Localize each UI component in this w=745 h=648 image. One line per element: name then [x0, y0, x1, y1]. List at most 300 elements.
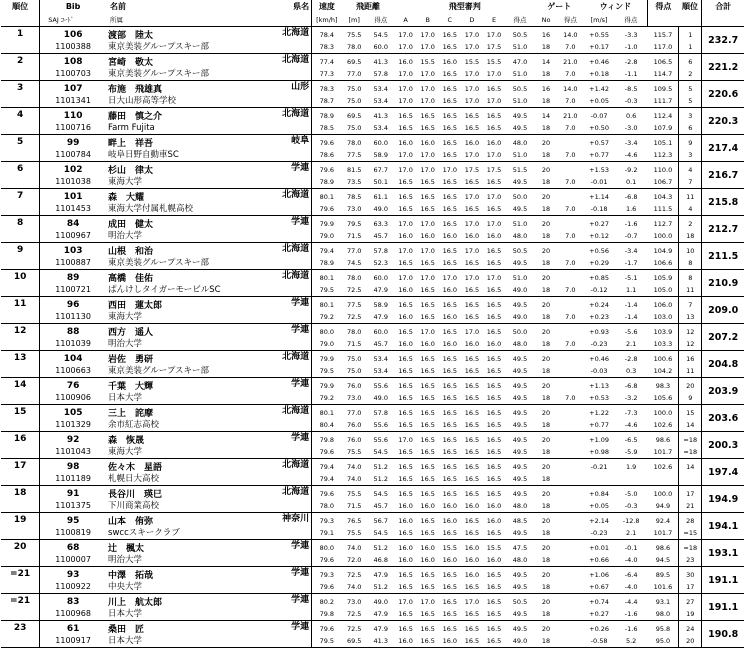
- table-row-second: [1, 473, 744, 486]
- r1-judge-d: 16.5: [464, 462, 480, 471]
- r1-jump-score: 98.6: [655, 435, 671, 444]
- r1-wind-speed: +0.24: [589, 300, 610, 309]
- r1-judge-b: 16.5: [420, 462, 435, 471]
- r1-speed: 79.6: [312, 486, 342, 501]
- r1-judge-a: 17.0: [398, 246, 413, 255]
- r2-judge-c: 16.5: [439, 95, 461, 108]
- r1-judge-b: 16.5: [420, 381, 435, 390]
- header-distance: 飛距離: [356, 2, 381, 11]
- r1-jump-score: 92.4: [655, 516, 671, 525]
- r2-judge-d: 16.5: [461, 419, 483, 432]
- r1-judge-e: 16.5: [486, 624, 502, 633]
- r2-jump-place: 2: [679, 68, 702, 81]
- r1-judge-e: 15.5: [486, 57, 502, 66]
- bib-cell: 106: [40, 27, 106, 42]
- r2-jump-place: 18: [679, 230, 702, 243]
- r2-wind-speed: +0.77: [584, 419, 615, 432]
- r2-judge-e: 16.5: [483, 311, 505, 324]
- athlete-name: 畔上 祥吾: [108, 139, 154, 149]
- r1-gate-no: 20: [541, 570, 551, 579]
- r2-judge-c: 16.5: [439, 446, 461, 459]
- r1-judge-points: 49.5: [512, 435, 528, 444]
- r1-wind-speed: +1.42: [589, 84, 610, 93]
- athlete-name: 桑田 匠: [108, 625, 145, 635]
- bib-cell: 93: [40, 567, 106, 582]
- r1-gate-points: [557, 243, 584, 258]
- total-score: 204.8: [702, 351, 744, 378]
- bib-cell: 98: [40, 459, 106, 474]
- r2-judge-b: 17.0: [417, 41, 439, 54]
- r2-judge-d: 17.0: [461, 68, 483, 81]
- r2-gate-no: 18: [535, 608, 557, 621]
- r2-speed: 79.2: [312, 311, 342, 324]
- r2-jump-place: 6: [679, 122, 702, 135]
- r1-jump-place: 15: [679, 405, 702, 420]
- organization: 日本大学: [106, 608, 312, 621]
- table-row: [1, 27, 744, 42]
- r1-judge-points: 48.5: [512, 516, 528, 525]
- name-cell: [106, 432, 312, 447]
- r1-judge-d: 16.5: [464, 408, 480, 417]
- r1-judge-c: 16.5: [442, 597, 458, 606]
- r2-judge-points: 48.0: [505, 554, 535, 567]
- name-cell: [106, 351, 312, 366]
- r2-judge-d: 16.5: [461, 392, 483, 405]
- prefecture: 北海道: [282, 271, 310, 281]
- r1-judge-e: 16.5: [486, 570, 502, 579]
- r2-judge-a: 16.5: [395, 176, 417, 189]
- organization: 明治大学: [106, 554, 312, 567]
- saj-code: 1100663: [40, 365, 106, 378]
- prefecture: 北海道: [282, 109, 310, 119]
- r2-judge-d: 16.5: [461, 203, 483, 216]
- r1-judge-c: 17.0: [442, 165, 458, 174]
- total-score: 190.8: [702, 621, 744, 648]
- r1-gate-no: 20: [541, 165, 551, 174]
- rank-cell: 10: [1, 270, 40, 297]
- results-table: [1, 0, 744, 648]
- saj-code: 1100917: [40, 635, 106, 648]
- r1-judge-points: 47.0: [512, 57, 528, 66]
- header-rank: 順位: [12, 2, 29, 11]
- r2-wind-speed: +0.05: [584, 500, 615, 513]
- r2-judge-c: 16.5: [439, 419, 461, 432]
- organization: 岐阜日野自動車SC: [106, 149, 312, 162]
- r1-gate-points: [557, 216, 584, 231]
- r1-gate-points: 21.0: [563, 111, 578, 120]
- r1-speed: 80.1: [312, 297, 342, 312]
- r2-gate-no: 18: [535, 284, 557, 297]
- athlete-name: 西田 蓮太郎: [108, 301, 163, 311]
- r2-distance: 72.0: [342, 554, 367, 567]
- r2-gate-points: 7.0: [557, 392, 584, 405]
- r2-dist-points: 41.3: [367, 635, 395, 648]
- r1-gate-no: 16: [541, 84, 551, 93]
- name-cell: [106, 216, 312, 231]
- r2-jump-score: 111.5: [648, 203, 679, 216]
- r1-judge-points: 51.0: [512, 273, 528, 282]
- r1-judge-e: 17.0: [486, 273, 502, 282]
- r1-judge-d: 16.0: [464, 543, 480, 552]
- prefecture: 学連: [291, 622, 310, 632]
- r2-gate-no: 18: [535, 338, 557, 351]
- r2-judge-c: 16.0: [439, 500, 461, 513]
- r2-judge-b: 16.0: [417, 554, 439, 567]
- r2-speed: 79.5: [312, 284, 342, 297]
- table-row: [1, 567, 744, 582]
- r1-jump-place: 2: [679, 216, 702, 231]
- r2-jump-place: 8: [679, 257, 702, 270]
- r2-judge-points: 49.0: [505, 284, 535, 297]
- name-cell: [106, 540, 312, 555]
- athlete-name: 中澤 拓哉: [108, 571, 154, 581]
- r1-jump-score: 100.0: [653, 408, 673, 417]
- r1-wind-speed: +0.46: [589, 354, 610, 363]
- r1-distance: 79.5: [346, 219, 362, 228]
- r1-distance: 74.0: [346, 462, 362, 471]
- r2-speed: 79.2: [312, 392, 342, 405]
- r1-gate-points: [557, 540, 584, 555]
- r1-judge-e: 16.5: [486, 84, 502, 93]
- r2-speed: 79.8: [312, 608, 342, 621]
- r1-judge-a: 16.5: [398, 354, 413, 363]
- rank-cell: 7: [1, 189, 40, 216]
- r2-jump-score: 101.6: [648, 581, 679, 594]
- r1-dist-points: 58.9: [373, 300, 388, 309]
- r1-speed: 79.6: [312, 135, 342, 150]
- r1-judge-points: 49.5: [512, 111, 528, 120]
- r2-judge-d: 16.0: [461, 554, 483, 567]
- r2-judge-c: 16.0: [439, 635, 461, 648]
- table-row-second: [1, 311, 744, 324]
- r1-distance: 77.5: [346, 300, 362, 309]
- r2-judge-d: 17.0: [461, 41, 483, 54]
- table-row-second: [1, 608, 744, 621]
- organization: 東海大学: [106, 176, 312, 189]
- r2-judge-b: 16.0: [417, 338, 439, 351]
- table-row-second: [1, 122, 744, 135]
- r2-wind-speed: +0.77: [584, 149, 615, 162]
- total-score: 203.6: [702, 405, 744, 432]
- r2-gate-points: 7.0: [557, 257, 584, 270]
- r2-distance: 72.5: [342, 311, 367, 324]
- r2-jump-place: 19: [679, 608, 702, 621]
- athlete-name: 高橋 佳佑: [108, 274, 154, 284]
- r2-wind-speed: -0.58: [584, 635, 615, 648]
- organization: 日本大学: [106, 635, 312, 648]
- r2-distance: 73.0: [342, 203, 367, 216]
- r2-gate-points: [557, 527, 584, 540]
- r2-wind-points: -4.6: [615, 149, 648, 162]
- r2-judge-b: 16.5: [417, 311, 439, 324]
- r1-distance: 78.5: [346, 192, 362, 201]
- r2-distance: 75.0: [342, 95, 367, 108]
- header-wind-points: 得点: [615, 14, 648, 27]
- r1-judge-a: 16.0: [398, 57, 413, 66]
- r2-dist-points: 49.0: [367, 392, 395, 405]
- r2-gate-points: 7.0: [557, 149, 584, 162]
- r2-judge-a: 16.5: [395, 608, 417, 621]
- r1-jump-place: 16: [679, 351, 702, 366]
- saj-code: 1101043: [40, 446, 106, 459]
- prefecture: 学連: [291, 163, 310, 173]
- r1-gate-no: 20: [541, 624, 551, 633]
- header-gate-points: 得点: [557, 14, 584, 27]
- r1-gate-no: 20: [541, 408, 551, 417]
- r1-judge-e: 16.5: [486, 597, 502, 606]
- r1-judge-points: 49.5: [512, 489, 528, 498]
- r1-jump-score: 105.9: [653, 273, 673, 282]
- r1-judge-points: 47.5: [512, 543, 528, 552]
- rank-cell: =21: [1, 567, 40, 594]
- name-cell: [106, 459, 312, 474]
- r1-jump-place: 6: [679, 54, 702, 69]
- r1-jump-place: 9: [679, 135, 702, 150]
- r1-distance: 78.0: [346, 138, 362, 147]
- header-bib: Bib: [40, 0, 106, 14]
- athlete-name: 藤田 慎之介: [108, 112, 163, 122]
- r2-distance: 71.5: [342, 230, 367, 243]
- r2-judge-d: 17.0: [461, 149, 483, 162]
- total-score: 200.3: [702, 432, 744, 459]
- r1-wind-points: -4.4: [624, 597, 638, 606]
- r1-judge-e: 16.5: [486, 462, 502, 471]
- r1-wind-points: -5.1: [624, 273, 638, 282]
- r2-judge-b: 16.5: [417, 635, 439, 648]
- r1-judge-a: 17.0: [398, 273, 413, 282]
- r1-speed: 78.3: [312, 81, 342, 96]
- table-row: [1, 540, 744, 555]
- r2-gate-points: 7.0: [557, 176, 584, 189]
- r2-jump-place: 12: [679, 338, 702, 351]
- r2-jump-score: 105.6: [648, 392, 679, 405]
- r1-judge-d: 17.0: [464, 84, 480, 93]
- bib-cell: 89: [40, 270, 106, 285]
- r1-judge-c: 16.5: [442, 30, 458, 39]
- r1-distance: 74.0: [346, 543, 362, 552]
- r1-judge-a: 16.0: [398, 516, 413, 525]
- r2-judge-d: 16.5: [461, 365, 483, 378]
- r2-judge-d: 16.0: [461, 230, 483, 243]
- r2-gate-no: 18: [535, 149, 557, 162]
- r1-judge-points: 49.5: [512, 624, 528, 633]
- bib-cell: 91: [40, 486, 106, 501]
- r1-judge-d: 17.0: [464, 30, 480, 39]
- r2-jump-score: 106.6: [648, 257, 679, 270]
- r1-judge-d: 16.5: [464, 354, 480, 363]
- r1-gate-points: [557, 297, 584, 312]
- r1-dist-points: 57.8: [373, 408, 388, 417]
- r1-judge-a: 16.5: [398, 327, 413, 336]
- r2-distance: 72.5: [342, 608, 367, 621]
- r2-distance: 74.5: [342, 257, 367, 270]
- r2-wind-points: -4.0: [615, 554, 648, 567]
- r1-distance: 69.5: [346, 57, 362, 66]
- r1-distance: 77.0: [346, 246, 362, 255]
- r2-judge-e: 16.0: [483, 338, 505, 351]
- r2-judge-a: 16.0: [395, 284, 417, 297]
- r1-judge-c: 16.5: [442, 462, 458, 471]
- bib-cell: 68: [40, 540, 106, 555]
- r2-judge-c: 16.0: [439, 230, 461, 243]
- r1-gate-points: [557, 162, 584, 177]
- r2-judge-a: 16.5: [395, 203, 417, 216]
- bib-cell: 61: [40, 621, 106, 636]
- r1-speed: 79.9: [312, 378, 342, 393]
- r1-judge-c: 16.0: [442, 516, 458, 525]
- r2-judge-a: 17.0: [395, 41, 417, 54]
- r2-judge-d: 16.5: [461, 581, 483, 594]
- table-row: [1, 513, 744, 528]
- r2-judge-points: 49.5: [505, 581, 535, 594]
- prefecture: 山形: [291, 82, 310, 92]
- r1-judge-c: 16.5: [442, 246, 458, 255]
- r1-speed: 79.9: [312, 351, 342, 366]
- total-score: 197.4: [702, 459, 744, 486]
- r1-gate-no: 20: [541, 462, 551, 471]
- r2-judge-e: 16.5: [483, 284, 505, 297]
- r1-judge-a: 16.0: [398, 138, 413, 147]
- r2-gate-points: 7.0: [557, 68, 584, 81]
- r2-gate-points: 7.0: [557, 95, 584, 108]
- bib-cell: 102: [40, 162, 106, 177]
- r2-gate-points: [557, 365, 584, 378]
- table-row: [1, 594, 744, 609]
- r1-jump-place: 1: [679, 27, 702, 42]
- header-wind-unit: [m/s]: [584, 14, 615, 27]
- r1-judge-a: 17.0: [398, 30, 413, 39]
- r1-jump-place: 27: [679, 594, 702, 609]
- r2-speed: 78.5: [312, 122, 342, 135]
- table-row-second: [1, 554, 744, 567]
- name-cell: [106, 594, 312, 609]
- r2-judge-a: 16.0: [395, 230, 417, 243]
- r1-gate-points: [557, 189, 584, 204]
- r1-judge-c: 16.5: [442, 354, 458, 363]
- r1-judge-b: 17.0: [420, 84, 435, 93]
- saj-code: 1100922: [40, 581, 106, 594]
- r2-dist-points: 51.2: [367, 581, 395, 594]
- header-saj: SAJ ｺｰﾄﾞ: [40, 14, 106, 27]
- bib-cell: 76: [40, 378, 106, 393]
- r1-dist-points: 60.0: [373, 327, 388, 336]
- table-row: [1, 378, 744, 393]
- saj-code: 1101341: [40, 95, 106, 108]
- r2-judge-e: 17.0: [483, 68, 505, 81]
- bib-cell: 104: [40, 351, 106, 366]
- organization: 日本大学: [106, 392, 312, 405]
- table-row-second: [1, 581, 744, 594]
- r2-dist-points: 45.7: [367, 338, 395, 351]
- r1-wind-points: -3.3: [624, 30, 638, 39]
- r2-jump-score: 111.7: [648, 95, 679, 108]
- r1-judge-d: 16.5: [464, 489, 480, 498]
- r1-wind-points: -8.5: [624, 84, 638, 93]
- r2-judge-b: 17.0: [417, 68, 439, 81]
- saj-code: 1100887: [40, 257, 106, 270]
- r1-dist-points: 41.3: [373, 111, 388, 120]
- r2-judge-c: 16.5: [439, 473, 461, 486]
- r2-distance: 72.5: [342, 284, 367, 297]
- r2-dist-points: 57.8: [367, 68, 395, 81]
- organization: 東京美装グループスキー部: [106, 365, 312, 378]
- r1-distance: 75.0: [346, 354, 362, 363]
- r2-judge-points: 49.5: [505, 122, 535, 135]
- r2-gate-no: 18: [535, 68, 557, 81]
- r1-jump-place: 17: [679, 486, 702, 501]
- r1-judge-a: 16.5: [398, 462, 413, 471]
- r2-judge-c: 16.0: [439, 284, 461, 297]
- r2-judge-points: 49.5: [505, 608, 535, 621]
- r1-wind-points: -6.5: [624, 435, 638, 444]
- r1-speed: 79.3: [312, 513, 342, 528]
- name-cell: [106, 405, 312, 420]
- table-row-second: [1, 176, 744, 189]
- r2-speed: 80.4: [312, 419, 342, 432]
- r1-wind-speed: +0.56: [589, 246, 610, 255]
- r2-judge-e: 16.5: [483, 581, 505, 594]
- r1-dist-points: 61.1: [373, 192, 388, 201]
- r1-jump-place: 10: [679, 243, 702, 258]
- r2-judge-d: 16.5: [461, 311, 483, 324]
- r2-judge-b: 16.5: [417, 122, 439, 135]
- rank-cell: 19: [1, 513, 40, 540]
- r2-judge-b: 16.5: [417, 284, 439, 297]
- bib-cell: 84: [40, 216, 106, 231]
- r2-judge-e: 16.5: [483, 257, 505, 270]
- athlete-name: 森 恢晟: [108, 436, 145, 446]
- athlete-name: 三上 詫摩: [108, 409, 154, 419]
- total-score: 216.7: [702, 162, 744, 189]
- organization: 日大山形高等学校: [106, 95, 312, 108]
- r1-jump-score: 105.1: [653, 138, 673, 147]
- r1-judge-d: 16.5: [464, 435, 480, 444]
- r2-speed: 78.7: [312, 95, 342, 108]
- organization: 中央大学: [106, 581, 312, 594]
- saj-code: 1100716: [40, 122, 106, 135]
- r2-wind-points: -4.0: [615, 581, 648, 594]
- r2-dist-points: 54.5: [367, 446, 395, 459]
- r2-wind-points: -0.3: [615, 95, 648, 108]
- name-cell: [106, 324, 312, 339]
- r1-judge-b: 16.0: [420, 543, 435, 552]
- organization: 東海大学: [106, 311, 312, 324]
- r2-dist-points: 51.2: [367, 473, 395, 486]
- r2-judge-e: 16.5: [483, 365, 505, 378]
- r2-gate-no: 18: [535, 554, 557, 567]
- r1-judge-b: 16.5: [420, 489, 435, 498]
- table-row-second: [1, 41, 744, 54]
- r2-jump-place: 9: [679, 392, 702, 405]
- r1-judge-b: 17.0: [420, 597, 435, 606]
- r1-judge-d: 16.5: [464, 624, 480, 633]
- r2-judge-b: 16.5: [417, 392, 439, 405]
- r1-judge-b: 16.0: [420, 138, 435, 147]
- r2-gate-no: 18: [535, 176, 557, 189]
- r1-jump-score: 93.1: [655, 597, 671, 606]
- r2-judge-c: 16.5: [439, 257, 461, 270]
- r2-distance: 75.5: [342, 446, 367, 459]
- r1-dist-points: 67.7: [373, 165, 388, 174]
- r1-wind-points: -1.6: [624, 219, 638, 228]
- r2-judge-a: 16.5: [395, 446, 417, 459]
- r2-judge-b: 16.5: [417, 581, 439, 594]
- r2-gate-points: 7.0: [557, 311, 584, 324]
- header-judge-c: C: [439, 14, 461, 27]
- r1-distance: 69.5: [346, 111, 362, 120]
- rank-cell: 17: [1, 459, 40, 486]
- results-body: [1, 27, 744, 648]
